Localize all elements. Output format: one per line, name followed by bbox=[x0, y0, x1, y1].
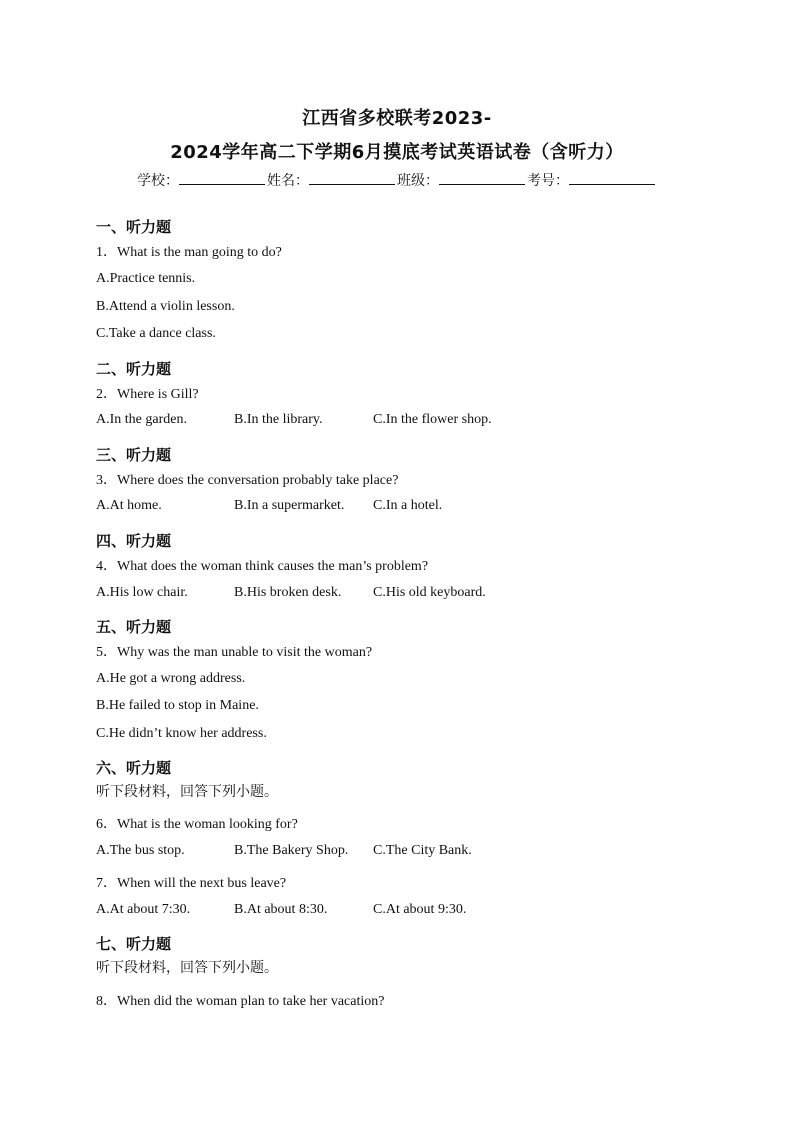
answer-option: C.His old keyboard. bbox=[373, 585, 486, 600]
answer-option: B.In the library. bbox=[234, 412, 323, 427]
answer-option: C.The City Bank. bbox=[373, 843, 472, 858]
answer-option: B.He failed to stop in Maine. bbox=[96, 698, 259, 713]
exam-number-label: 考号： bbox=[527, 173, 569, 189]
school-blank bbox=[179, 172, 265, 185]
answer-option: A.He got a wrong address. bbox=[96, 671, 246, 686]
answer-option: C.At about 9:30. bbox=[373, 902, 467, 917]
section-heading: 三、听力题 bbox=[96, 446, 172, 464]
answer-option: B.At about 8:30. bbox=[234, 902, 328, 917]
question-text: 7．When will the next bus leave? bbox=[96, 876, 287, 891]
section-heading: 七、听力题 bbox=[96, 935, 172, 953]
answer-option: B.In a supermarket. bbox=[234, 498, 345, 513]
question-text: 2．Where is Gill? bbox=[96, 387, 199, 402]
answer-option: B.The Bakery Shop. bbox=[234, 843, 349, 858]
student-info-row bbox=[0, 170, 794, 190]
section-instruction: 听下段材料，回答下列小题。 bbox=[96, 960, 278, 976]
exam-title-line2: 2024学年高二下学期6月摸底考试英语试卷（含听力） bbox=[170, 142, 624, 163]
question-text: 4．What does the woman think causes the man’s problem? bbox=[96, 559, 429, 574]
school-label: 学校： bbox=[137, 173, 179, 189]
section-heading: 一、听力题 bbox=[96, 218, 172, 236]
answer-option: B.His broken desk. bbox=[234, 585, 342, 600]
question-text: 8．When did the woman plan to take her vacation? bbox=[96, 994, 385, 1009]
question-text: 6．What is the woman looking for? bbox=[96, 817, 298, 832]
section-heading: 二、听力题 bbox=[96, 360, 172, 378]
section-heading: 六、听力题 bbox=[96, 759, 172, 777]
name-label: 姓名： bbox=[267, 173, 309, 189]
answer-option: C.He didn’t know her address. bbox=[96, 726, 267, 741]
name-blank bbox=[309, 172, 395, 185]
question-text: 3．Where does the conversation probably take place? bbox=[96, 473, 399, 488]
answer-option: C.In a hotel. bbox=[373, 498, 443, 513]
section-heading: 四、听力题 bbox=[96, 532, 172, 550]
answer-option: A.His low chair. bbox=[96, 585, 188, 600]
answer-option: C.In the flower shop. bbox=[373, 412, 492, 427]
exam-number-blank bbox=[569, 172, 655, 185]
class-blank bbox=[439, 172, 525, 185]
answer-option: A.At about 7:30. bbox=[96, 902, 191, 917]
section-heading: 五、听力题 bbox=[96, 618, 172, 636]
answer-option: B.Attend a violin lesson. bbox=[96, 299, 235, 314]
answer-option: A.At home. bbox=[96, 498, 162, 513]
answer-option: A.In the garden. bbox=[96, 412, 187, 427]
section-instruction: 听下段材料，回答下列小题。 bbox=[96, 784, 278, 800]
answer-option: A.The bus stop. bbox=[96, 843, 185, 858]
question-text: 5．Why was the man unable to visit the woman? bbox=[96, 645, 373, 660]
class-label: 班级： bbox=[397, 173, 439, 189]
answer-option: C.Take a dance class. bbox=[96, 326, 216, 341]
exam-title-line1: 江西省多校联考2023- bbox=[302, 108, 492, 129]
answer-option: A.Practice tennis. bbox=[96, 271, 196, 286]
question-text: 1．What is the man going to do? bbox=[96, 245, 282, 260]
